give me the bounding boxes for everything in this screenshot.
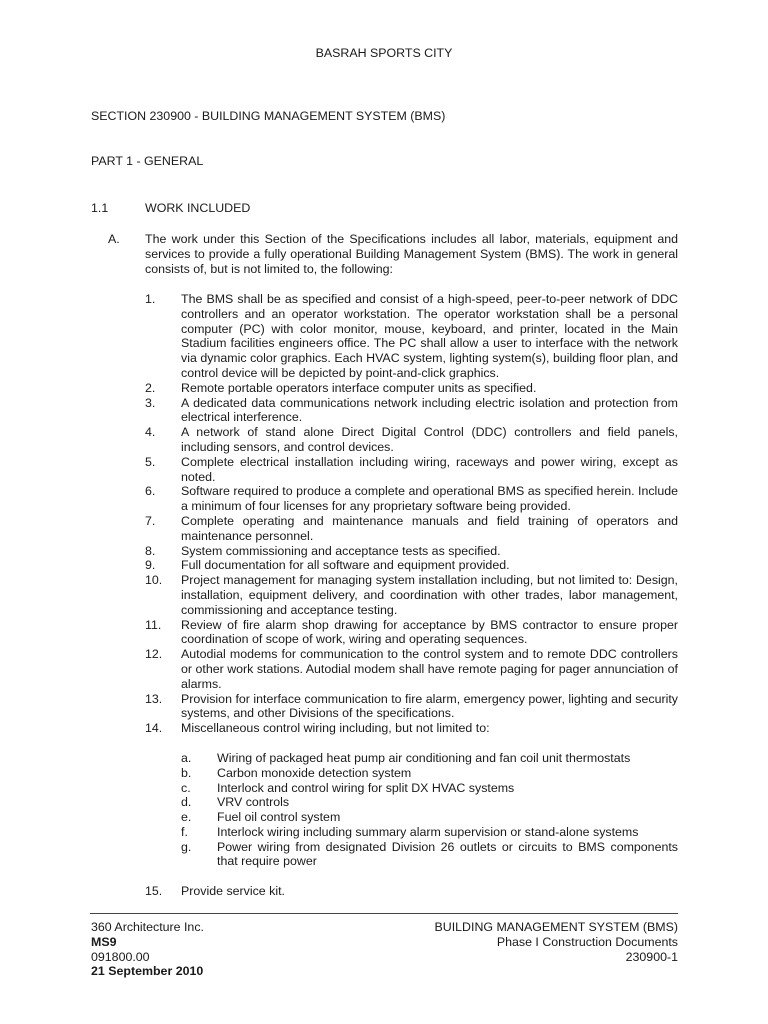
- subitem-letter: e.: [181, 810, 192, 825]
- article-number: 1.1: [91, 201, 109, 215]
- item-text: The BMS shall be as specified and consist of a high-speed, peer-to-peer network of DDC controllers and an operator workstation. The operator workstation shall be a personal computer (PC) with color monitor, mouse, keyboard, and printer, located in the Main Stadium facilities engineers office. The PC shall allow a user to interface with the network via dynamic color graphics. Each HVAC system, lighting system(s), building floor plan, and control device will be depicted by point-and-click graphics.: [181, 292, 678, 380]
- item-text: Project management for managing system installation including, but not limited to: Design, installation, equipment delivery, and coordination with other trades, labor management, commissioning and acceptance testing.: [181, 573, 678, 617]
- subitem-text: Interlock and control wiring for split DX HVAC systems: [217, 780, 515, 795]
- list-item: [145, 455, 678, 485]
- item-text: A network of stand alone Direct Digital Control (DDC) controllers and field panels, including sensors, and control devices.: [181, 425, 678, 454]
- list-item: [145, 292, 678, 381]
- part-title: PART 1 - GENERAL: [91, 154, 204, 168]
- item-number: 8.: [145, 543, 156, 558]
- list-item: [145, 692, 678, 722]
- sublist-item: [181, 810, 678, 825]
- list-item: [145, 884, 678, 899]
- item-number: 11.: [145, 617, 162, 632]
- item-number: 5.: [145, 454, 156, 469]
- list-item: [145, 381, 678, 396]
- sublist-item: [181, 751, 678, 766]
- item-text: A dedicated data communications network including electric isolation and protection from electrical interference.: [181, 395, 678, 425]
- subitem-letter: g.: [181, 839, 192, 854]
- item-number: 7.: [145, 513, 156, 528]
- footer-page-number: 230900-1: [625, 949, 678, 964]
- item-text: Remote portable operators interface computer units as specified.: [181, 380, 537, 395]
- item-text: Complete operating and maintenance manuals and field training of operators and maintenance personnel.: [181, 513, 678, 543]
- control-wiring-sublist: [181, 751, 678, 869]
- list-item: [145, 396, 678, 426]
- sublist-item: [181, 840, 678, 870]
- subitem-letter: b.: [181, 765, 192, 780]
- item-text: Full documentation for all software and equipment provided.: [181, 558, 510, 573]
- subitem-letter: d.: [181, 795, 192, 810]
- list-item: [145, 544, 678, 559]
- subitem-text: Wiring of packaged heat pump air conditioning and fan coil unit thermostats: [217, 750, 631, 765]
- footer-date: 21 September 2010: [91, 964, 204, 979]
- item-number: 4.: [145, 425, 156, 440]
- sublist-item: [181, 825, 678, 840]
- item-text: Complete electrical installation including wiring, raceways and power wiring, except as noted.: [181, 454, 678, 484]
- item-number: 14.: [145, 721, 163, 736]
- sublist-item: [181, 766, 678, 781]
- subitem-letter: c.: [181, 780, 191, 795]
- item-number: 12.: [145, 647, 163, 662]
- sublist-item: [181, 795, 678, 810]
- list-item: [145, 647, 678, 691]
- item-text: Review of fire alarm shop drawing for acceptance by BMS contractor to ensure proper coordination of scope of work, wiring and operating sequences.: [181, 617, 678, 647]
- footer-project-number: 091800.00: [91, 949, 150, 964]
- paragraph-text: The work under this Section of the Specifications includes all labor, materials, equipment and services to provide a fully operational Building Management System (BMS). The work in general consists of, but is not limited to, the following:: [145, 232, 678, 276]
- paragraph-letter: A.: [108, 232, 120, 246]
- footer-divider: [90, 913, 678, 914]
- item-text: Provide service kit.: [181, 884, 285, 899]
- item-number: 1.: [145, 292, 156, 306]
- item-number: 2.: [145, 380, 156, 395]
- item-text: System commissioning and acceptance tests as specified.: [181, 543, 501, 558]
- footer-left: [91, 920, 204, 979]
- item-number: 6.: [145, 484, 156, 499]
- subitem-text: VRV controls: [217, 795, 290, 810]
- sublist-item: [181, 781, 678, 796]
- list-item: [145, 558, 678, 573]
- list-item: [145, 514, 678, 544]
- page-header: BASRAH SPORTS CITY: [315, 46, 453, 60]
- list-item: [145, 573, 678, 617]
- subitem-text: Carbon monoxide detection system: [217, 765, 412, 780]
- item-text: Miscellaneous control wiring including, but not limited to:: [181, 721, 490, 736]
- footer-code: MS9: [91, 934, 117, 949]
- item-number: 13.: [145, 691, 163, 706]
- footer-doc-title: BUILDING MANAGEMENT SYSTEM (BMS): [434, 920, 678, 934]
- work-items-list: [145, 292, 678, 899]
- footer-phase: Phase I Construction Documents: [496, 934, 678, 949]
- list-item: [145, 484, 678, 514]
- subitem-text: Fuel oil control system: [217, 810, 341, 825]
- list-item: [145, 721, 678, 736]
- subitem-text: Power wiring from designated Division 26 outlets or circuits to BMS components that require power: [217, 839, 678, 869]
- article-title: WORK INCLUDED: [145, 201, 251, 215]
- item-text: Software required to produce a complete and operational BMS as specified herein. Include a minimum of four licenses for any proprietary software being provided.: [181, 484, 678, 514]
- subitem-letter: a.: [181, 750, 192, 765]
- list-item: [145, 425, 678, 455]
- section-title: SECTION 230900 - BUILDING MANAGEMENT SYSTEM (BMS): [91, 109, 446, 123]
- item-number: 9.: [145, 558, 156, 573]
- item-number: 15.: [145, 884, 163, 899]
- item-text: Provision for interface communication to fire alarm, emergency power, lighting and security systems, and other Divisions of the specifications.: [181, 691, 678, 721]
- footer-right: [378, 920, 678, 964]
- footer-company: 360 Architecture Inc.: [91, 920, 204, 934]
- subitem-letter: f.: [181, 824, 188, 839]
- item-number: 3.: [145, 395, 156, 410]
- item-number: 10.: [145, 573, 163, 588]
- subitem-text: Interlock wiring including summary alarm supervision or stand-alone systems: [217, 824, 639, 839]
- list-item: [145, 618, 678, 648]
- item-text: Autodial modems for communication to the control system and to remote DDC controllers or other work stations. Autodial modem shall have remote paging for pager annunciation of alarms.: [181, 647, 678, 691]
